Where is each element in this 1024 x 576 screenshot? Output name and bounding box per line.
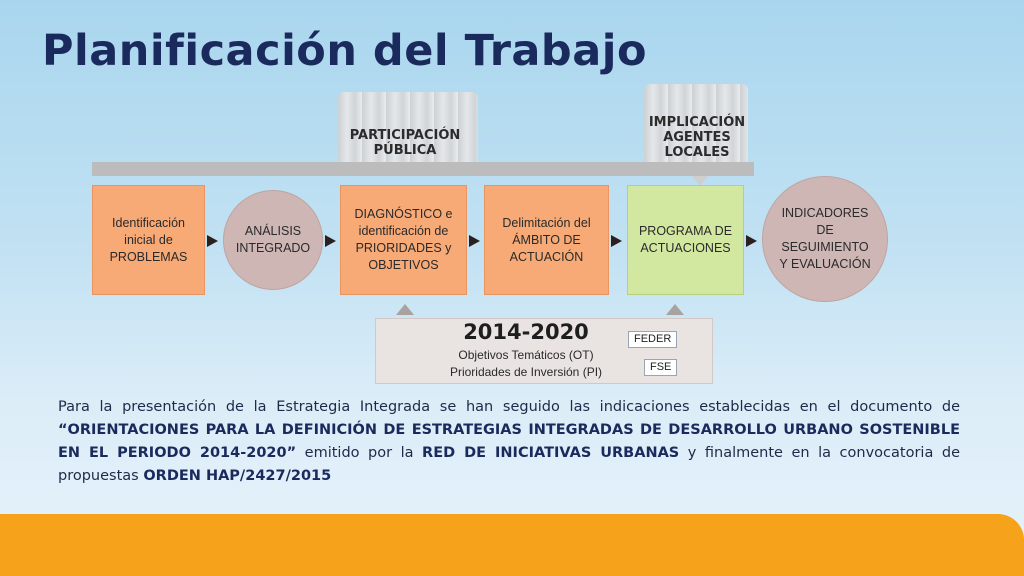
- step-programa: [627, 185, 744, 295]
- step-analisis-text: ANÁLISIS INTEGRADO: [235, 224, 311, 255]
- arrow-right-icon: [469, 235, 480, 247]
- step-indicadores-text: INDICADORES DE SEGUIMIENTO Y EVALUACIÓN: [779, 206, 871, 271]
- arrow-right-icon: [746, 235, 757, 247]
- arrow-right-icon: [325, 235, 336, 247]
- paragraph-text-1: Para la presentación de la Estrategia Integrada se han seguido las indicaciones establecidas en el documento de: [58, 399, 960, 415]
- footer-band: [0, 514, 1024, 576]
- step-indicadores: [762, 176, 888, 302]
- arrow-right-icon: [611, 235, 622, 247]
- up-arrow-icon: [396, 304, 414, 315]
- period-objetivos: Objetivos Temáticos (OT): [458, 348, 594, 362]
- step-identificacion-text: Identificación inicial de PROBLEMAS: [109, 215, 188, 264]
- up-arrow-icon: [666, 304, 684, 315]
- participacion-line-2: PÚBLICA: [373, 143, 437, 158]
- step-delimitacion: [484, 185, 609, 295]
- paragraph-bold-red: RED DE INICIATIVAS URBANAS: [422, 445, 680, 461]
- step-programa-text: PROGRAMA DE ACTUACIONES: [638, 224, 733, 255]
- top-banner-bar: [92, 162, 754, 176]
- implicacion-line-1: IMPLICACIÓN: [648, 115, 746, 130]
- implicacion-line-3: LOCALES: [664, 145, 730, 160]
- description-paragraph: [58, 396, 960, 488]
- paragraph-bold-orientaciones: “ORIENTACIONES PARA LA DEFINICIÓN DE ESTRATEGIAS INTEGRADAS DE DESARROLLO URBANO SOSTENIBLE EN EL PERIODO 2014-2020”: [58, 422, 960, 461]
- arrow-right-icon: [207, 235, 218, 247]
- fund-tag-fse: FSE: [644, 359, 677, 376]
- fund-tag-feder: FEDER: [628, 331, 677, 348]
- step-analisis: [223, 190, 323, 290]
- participacion-line-1: PARTICIPACIÓN: [349, 128, 461, 143]
- step-delimitacion-text: Delimitación del ÁMBITO DE ACTUACIÓN: [502, 215, 591, 264]
- paragraph-bold-orden: ORDEN HAP/2427/2015: [143, 468, 332, 484]
- period-year: 2014-2020: [463, 320, 589, 344]
- implicacion-line-2: AGENTES: [663, 130, 731, 145]
- participacion-label: [330, 128, 480, 158]
- period-panel: [375, 318, 713, 384]
- implicacion-label: [636, 115, 758, 160]
- paragraph-text-3: y finalmente en la convocatoria de propuestas: [58, 445, 960, 484]
- period-prioridades: Prioridades de Inversión (PI): [449, 365, 603, 379]
- step-identificacion: [92, 185, 205, 295]
- paragraph-text-2: emitido por la: [296, 445, 423, 461]
- step-diagnostico: [340, 185, 467, 295]
- slide-title: Planificación del Trabajo: [42, 26, 647, 76]
- step-diagnostico-text: DIAGNÓSTICO e identificación de PRIORIDADES y OBJETIVOS: [354, 207, 453, 272]
